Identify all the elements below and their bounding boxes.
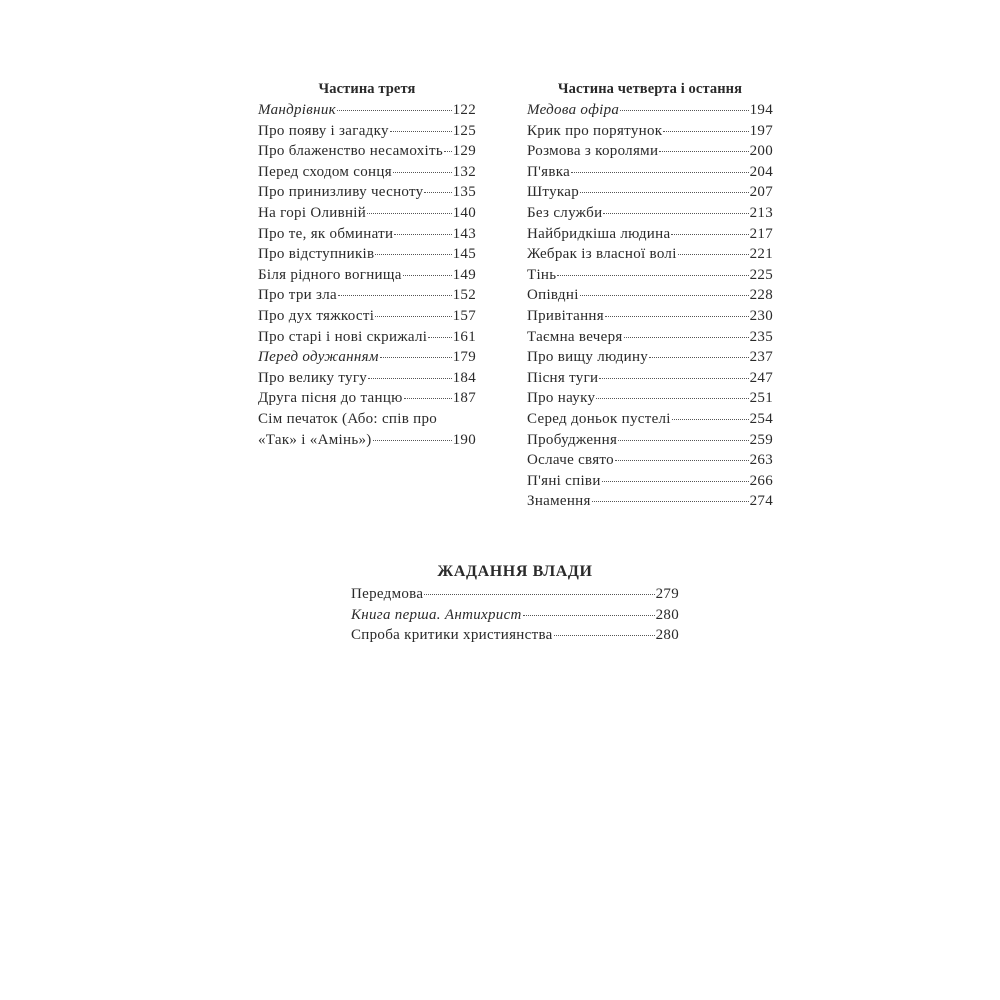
entry-title: Жебрак із власної волі	[527, 246, 677, 263]
dot-leader	[678, 254, 749, 255]
entry-page: 237	[749, 349, 773, 366]
toc-entry[interactable]	[527, 327, 773, 348]
entry-page: 217	[749, 225, 773, 242]
toc-entry[interactable]	[351, 584, 679, 605]
toc-entry[interactable]	[527, 347, 773, 368]
toc-entry[interactable]	[527, 121, 773, 142]
toc-entry[interactable]	[351, 625, 679, 646]
dot-leader	[599, 378, 748, 379]
entry-page: 145	[452, 246, 476, 263]
entry-page: 280	[655, 627, 679, 644]
part-three-heading: Частина третя	[318, 81, 416, 97]
dot-leader	[394, 234, 451, 235]
entry-page: 274	[749, 493, 773, 510]
toc-entry[interactable]	[258, 368, 476, 389]
entry-page: 235	[749, 328, 773, 345]
dot-leader	[672, 419, 749, 420]
dot-leader	[380, 357, 452, 358]
dot-leader	[554, 635, 655, 636]
dot-leader	[649, 357, 748, 358]
entry-title: Про те, як обминати	[258, 225, 394, 242]
toc-entry[interactable]	[258, 162, 476, 183]
dot-leader	[592, 501, 749, 502]
toc-entry[interactable]	[527, 491, 773, 512]
entry-title: Опівдні	[527, 287, 579, 304]
toc-entry[interactable]	[527, 368, 773, 389]
entry-page: 247	[749, 369, 773, 386]
entry-title: Про блаженство несамохіть	[258, 143, 444, 160]
toc-entry[interactable]	[527, 100, 773, 121]
entry-title-line2: «Так» і «Амінь»)	[258, 431, 372, 448]
entry-page: 254	[749, 410, 773, 427]
dot-leader	[338, 295, 452, 296]
will-to-power-heading: ЖАДАННЯ ВЛАДИ	[437, 563, 593, 580]
entry-page: 197	[749, 122, 773, 139]
entry-page: 280	[655, 606, 679, 623]
toc-entry[interactable]	[527, 141, 773, 162]
dot-leader	[337, 110, 452, 111]
entry-page: 204	[749, 163, 773, 180]
entry-page: 194	[749, 102, 773, 118]
dot-leader	[618, 440, 748, 441]
entry-page: 225	[749, 266, 773, 283]
entry-page: 279	[655, 586, 679, 602]
entry-title: Таємна вечеря	[527, 328, 623, 345]
toc-entry[interactable]	[527, 265, 773, 286]
toc-entry[interactable]	[351, 605, 679, 626]
dot-leader	[393, 172, 452, 173]
toc-entry[interactable]	[258, 388, 476, 409]
entry-title: Про велику тугу	[258, 369, 368, 386]
entry-title: Штукар	[527, 184, 580, 201]
entry-page: 251	[749, 390, 773, 407]
toc-entry[interactable]	[258, 409, 476, 450]
toc-entry[interactable]	[258, 347, 476, 368]
toc-entry[interactable]	[527, 430, 773, 451]
entry-page: 157	[452, 307, 476, 324]
dot-leader	[428, 337, 451, 338]
dot-leader	[580, 192, 749, 193]
dot-leader	[523, 615, 655, 616]
dot-leader	[403, 275, 452, 276]
entry-page: 266	[749, 472, 773, 489]
toc-entry[interactable]	[527, 182, 773, 203]
entry-title: Біля рідного вогнища	[258, 266, 402, 283]
entry-title: Перед одужанням	[258, 349, 379, 366]
dot-leader	[444, 151, 452, 152]
entry-page: 179	[452, 349, 476, 366]
entry-title: Крик про порятунок	[527, 122, 663, 139]
toc-entry[interactable]	[258, 244, 476, 265]
dot-leader	[663, 131, 748, 132]
entry-page: 143	[452, 225, 476, 242]
entry-page: 125	[452, 122, 476, 139]
entry-page: 149	[452, 266, 476, 283]
toc-entry[interactable]	[527, 388, 773, 409]
entry-title-line1: Сім печаток (Або: спів про	[258, 410, 438, 427]
entry-title: Передмова	[351, 586, 424, 602]
entry-title: Серед доньок пустелі	[527, 410, 671, 427]
entry-title: Перед сходом сонця	[258, 163, 392, 180]
dot-leader	[373, 440, 452, 441]
entry-page: 135	[452, 184, 476, 201]
toc-entry[interactable]	[258, 265, 476, 286]
entry-title: Привітання	[527, 307, 604, 324]
dot-leader	[571, 172, 749, 173]
entry-page: 213	[749, 204, 773, 221]
entry-title: Ослаче свято	[527, 452, 614, 469]
entry-page: 187	[452, 390, 476, 407]
entry-page: 207	[749, 184, 773, 201]
entry-title: На горі Оливній	[258, 204, 367, 221]
entry-title: Пісня туги	[527, 369, 599, 386]
entry-title: Пробудження	[527, 431, 618, 448]
dot-leader	[424, 192, 451, 193]
dot-leader	[424, 594, 654, 595]
toc-column-part-four	[527, 78, 773, 512]
toc-entry[interactable]	[527, 203, 773, 224]
dot-leader	[671, 234, 748, 235]
dot-leader	[375, 254, 451, 255]
entry-title: Про старі і нові скрижалі	[258, 328, 428, 345]
entry-title: Про три зла	[258, 287, 337, 304]
entry-title: Про дух тяжкості	[258, 307, 375, 324]
dot-leader	[605, 316, 749, 317]
entry-page: 152	[452, 287, 476, 304]
dot-leader	[602, 481, 749, 482]
entry-page: 161	[452, 328, 476, 345]
entry-page: 221	[749, 246, 773, 263]
entry-title: Тінь	[527, 266, 557, 283]
dot-leader	[624, 337, 749, 338]
toc-entry[interactable]	[527, 224, 773, 245]
dot-leader	[390, 131, 452, 132]
toc-entry[interactable]	[258, 285, 476, 306]
entry-title: Розмова з королями	[527, 143, 659, 160]
entry-title: Про відступників	[258, 246, 375, 263]
dot-leader	[368, 378, 452, 379]
entry-title: П'яні співи	[527, 472, 601, 489]
dot-leader	[615, 460, 749, 461]
toc-entry[interactable]	[258, 224, 476, 245]
entry-page: 230	[749, 307, 773, 324]
dot-leader	[620, 110, 748, 111]
toc-column-part-three	[258, 78, 476, 450]
entry-title: П'явка	[527, 163, 571, 180]
toc-entry[interactable]	[258, 182, 476, 203]
entry-page: 129	[452, 143, 476, 160]
toc-entry[interactable]	[258, 203, 476, 224]
dot-leader	[367, 213, 452, 214]
entry-page: 184	[452, 369, 476, 386]
toc-entry[interactable]	[527, 450, 773, 471]
dot-leader	[375, 316, 451, 317]
toc-entry[interactable]	[258, 141, 476, 162]
toc-entry[interactable]	[527, 306, 773, 327]
entry-title: Про науку	[527, 390, 596, 407]
entry-title: Найбридкіша людина	[527, 225, 671, 242]
toc-entry[interactable]	[527, 244, 773, 265]
entry-title: Знамення	[527, 493, 591, 510]
toc-entry[interactable]	[527, 471, 773, 492]
toc-entry[interactable]	[527, 285, 773, 306]
entry-title-line2-row	[258, 430, 476, 451]
entry-page: 259	[749, 431, 773, 448]
dot-leader	[659, 151, 748, 152]
entry-page: 263	[749, 452, 773, 469]
entry-title: Друга пісня до танцю	[258, 390, 403, 407]
entry-page: 190	[452, 431, 476, 448]
toc-entry[interactable]	[258, 306, 476, 327]
entry-page: 228	[749, 287, 773, 304]
toc-entry[interactable]	[258, 100, 476, 121]
entry-title: Мандрівник	[258, 102, 336, 118]
entry-page: 122	[452, 102, 476, 118]
entry-title: Про принизливу чесноту	[258, 184, 424, 201]
dot-leader	[557, 275, 748, 276]
toc-section-will-to-power	[351, 560, 679, 646]
toc-entry[interactable]	[258, 327, 476, 348]
dot-leader	[404, 398, 452, 399]
part-four-heading: Частина четверта і остання	[557, 81, 743, 97]
dot-leader	[580, 295, 749, 296]
entry-page: 140	[452, 204, 476, 221]
entry-title: Спроба критики християнства	[351, 627, 553, 644]
toc-entry[interactable]	[527, 409, 773, 430]
entry-page: 200	[749, 143, 773, 160]
entry-title: Про появу і загадку	[258, 122, 389, 139]
entry-title: Книга перша. Антихрист	[351, 606, 522, 623]
dot-leader	[596, 398, 748, 399]
entry-title: Медова офіра	[527, 102, 620, 118]
entry-title: Без служби	[527, 204, 603, 221]
entry-page: 132	[452, 163, 476, 180]
toc-entry[interactable]	[258, 121, 476, 142]
toc-entry[interactable]	[527, 162, 773, 183]
entry-title: Про вищу людину	[527, 349, 649, 366]
dot-leader	[603, 213, 748, 214]
